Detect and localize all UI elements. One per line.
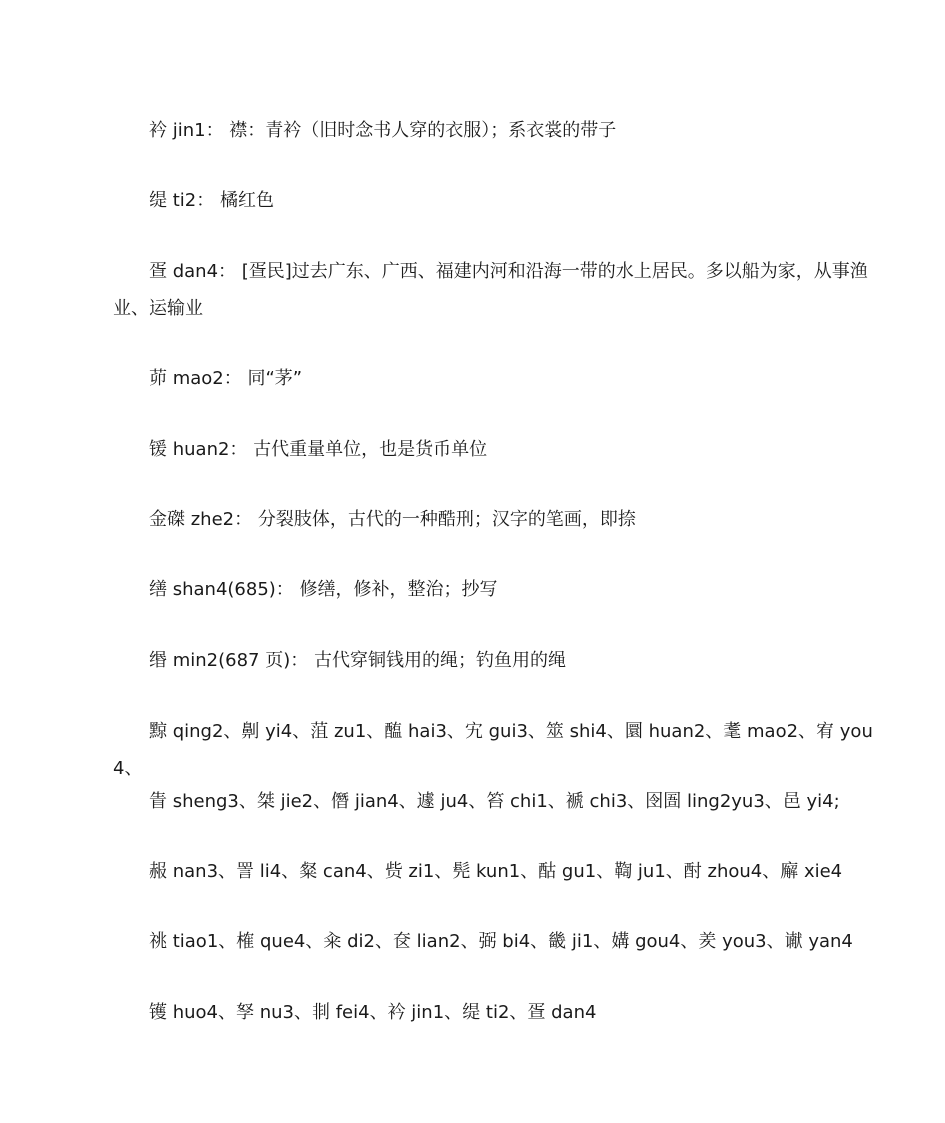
char-list-line-4: 祧 tiao1、榷 que4、籴 di2、奁 lian2、弼 bi4、畿 ji1、媾 gou4、羑 you3、谳 yan4: [149, 931, 853, 952]
char-list-line-2: 眚 sheng3、桀 jie2、僭 jian4、遽 ju4、笞 chi1、褫 chi3、囹圄 ling2yu3、邑 yi4;: [149, 791, 840, 812]
entry-zhe: 金磔 zhe2： 分裂肢体，古代的一种酷刑；汉字的笔画，即捺: [149, 509, 636, 530]
entry-mao: 茆 mao2： 同“茅”: [149, 368, 303, 389]
entry-min: 缗 min2(687 页)： 古代穿铜钱用的绳；钓鱼用的绳: [149, 650, 566, 671]
char-list-line-3: 赧 nan3、詈 li4、粲 can4、赀 zi1、髡 kun1、酤 gu1、鞫 ju1、酎 zhou4、廨 xie4: [149, 861, 843, 882]
entry-dan: 疍 dan4： [疍民]过去广东、广西、福建内河和沿海一带的水上居民。多以船为家，从事渔业、运输业: [113, 261, 868, 319]
char-list-line-5: 镬 huo4、孥 nu3、剕 fei4、衿 jin1、缇 ti2、疍 dan4: [149, 1002, 597, 1023]
entry-jin: 衿 jin1： 襟：青衿（旧时念书人穿的衣服）；系衣裳的带子: [149, 120, 617, 141]
entry-huan: 锾 huan2： 古代重量单位，也是货币单位: [149, 439, 488, 460]
entry-ti: 缇 ti2： 橘红色: [149, 190, 274, 211]
char-list-line-1: 黥 qing2、劓 yi4、菹 zu1、醢 hai3、宄 gui3、筮 shi4、圜 huan2、耄 mao2、宥 you4、: [113, 721, 873, 779]
entry-shan: 缮 shan4(685)： 修缮，修补，整治；抄写: [149, 579, 498, 600]
